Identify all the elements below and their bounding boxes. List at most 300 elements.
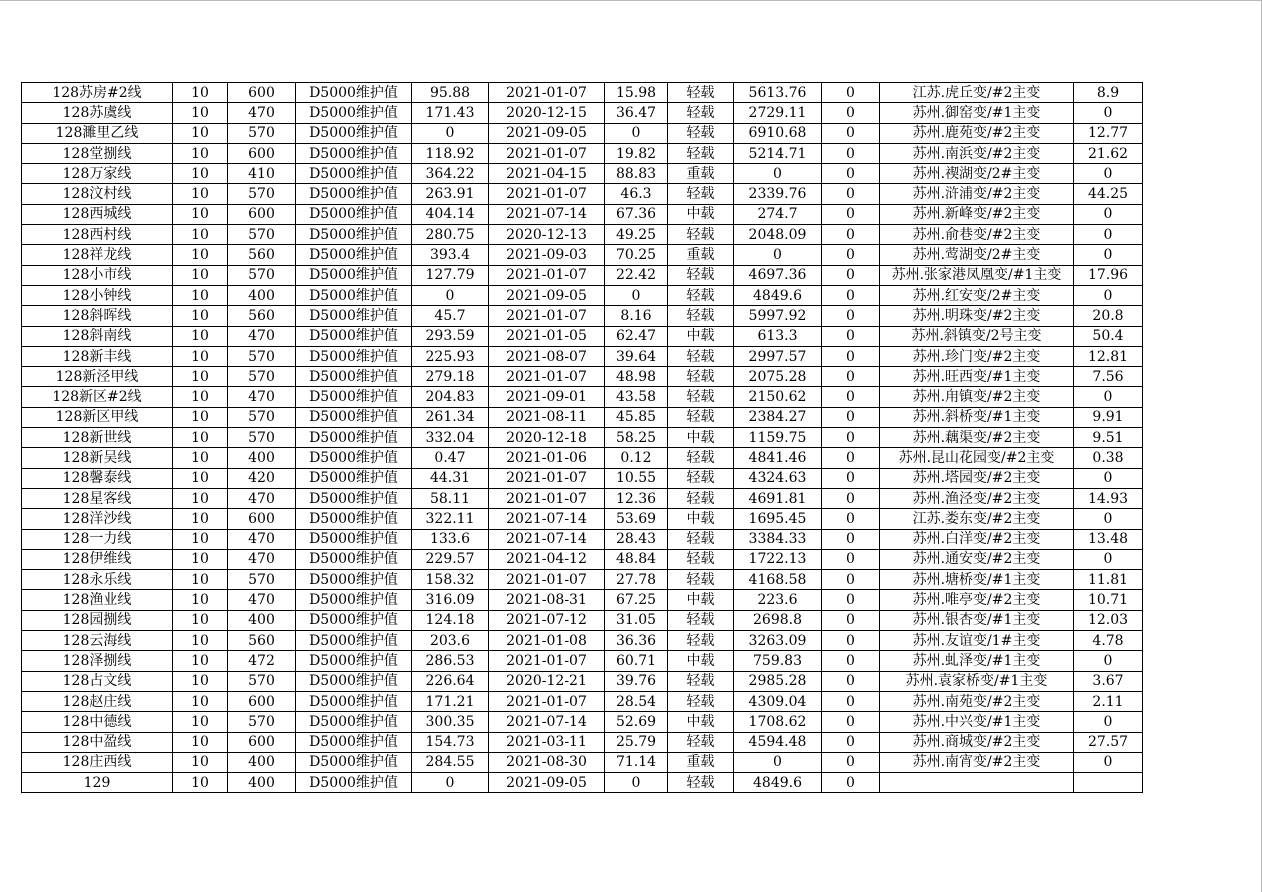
cell-load-status: 轻载 [668,773,734,793]
cell-load-rate: 45.85 [605,407,668,427]
cell-data-source: D5000维护值 [296,529,412,549]
cell-load-status: 轻载 [668,346,734,366]
cell-substation: 苏州.甪镇变/#2主变 [880,387,1074,407]
table-row [22,671,1143,691]
cell-date: 2021-01-08 [489,631,605,651]
cell-extra-value: 9.91 [1074,407,1143,427]
cell-substation: 苏州.中兴变/#1主变 [880,712,1074,732]
cell-line-name: 128洋沙线 [22,509,173,529]
cell-flag: 0 [822,83,880,103]
cell-load-rate: 15.98 [605,83,668,103]
cell-data-source: D5000维护值 [296,83,412,103]
cell-flag: 0 [822,488,880,508]
cell-data-source: D5000维护值 [296,123,412,143]
cell-data-source: D5000维护值 [296,509,412,529]
cell-voltage: 10 [173,367,228,387]
cell-spare-capacity: 4697.36 [734,265,822,285]
cell-extra-value: 10.71 [1074,590,1143,610]
cell-load-status: 轻载 [668,407,734,427]
cell-substation: 江苏.虎丘变/#2主变 [880,83,1074,103]
cell-rated-current: 570 [228,184,296,204]
cell-extra-value: 0 [1074,549,1143,569]
cell-substation: 苏州.通安变/#2主变 [880,549,1074,569]
cell-voltage: 10 [173,428,228,448]
cell-substation: 苏州.藕渠变/#2主变 [880,428,1074,448]
cell-extra-value: 20.8 [1074,306,1143,326]
cell-voltage: 10 [173,488,228,508]
cell-load-status: 轻载 [668,225,734,245]
cell-substation: 苏州.昆山花园变/#2主变 [880,448,1074,468]
cell-data-source: D5000维护值 [296,346,412,366]
cell-line-name: 128斜晖线 [22,306,173,326]
cell-load-status: 轻载 [668,732,734,752]
cell-current-value: 284.55 [412,752,489,772]
cell-data-source: D5000维护值 [296,285,412,305]
cell-data-source: D5000维护值 [296,732,412,752]
cell-spare-capacity: 5214.71 [734,143,822,163]
cell-flag: 0 [822,143,880,163]
cell-flag: 0 [822,549,880,569]
cell-spare-capacity: 0 [734,164,822,184]
cell-voltage: 10 [173,164,228,184]
cell-line-name: 128濉里乙线 [22,123,173,143]
cell-spare-capacity: 2729.11 [734,103,822,123]
cell-data-source: D5000维护值 [296,773,412,793]
cell-date: 2021-08-07 [489,346,605,366]
table-row [22,651,1143,671]
cell-substation: 苏州.南浜变/#2主变 [880,143,1074,163]
cell-spare-capacity: 5613.76 [734,83,822,103]
cell-rated-current: 470 [228,326,296,346]
table-row [22,164,1143,184]
cell-voltage: 10 [173,549,228,569]
cell-date: 2021-01-07 [489,651,605,671]
cell-load-rate: 0.12 [605,448,668,468]
cell-load-rate: 12.36 [605,488,668,508]
cell-flag: 0 [822,367,880,387]
cell-load-status: 轻载 [668,387,734,407]
cell-line-name: 128占文线 [22,671,173,691]
cell-substation: 苏州.禊湖变/2#主变 [880,164,1074,184]
cell-line-name: 128中盈线 [22,732,173,752]
cell-spare-capacity: 223.6 [734,590,822,610]
cell-rated-current: 400 [228,773,296,793]
cell-load-status: 轻载 [668,691,734,711]
cell-substation [880,773,1074,793]
table-row [22,143,1143,163]
cell-data-source: D5000维护值 [296,549,412,569]
cell-rated-current: 570 [228,712,296,732]
cell-data-source: D5000维护值 [296,225,412,245]
cell-spare-capacity: 2339.76 [734,184,822,204]
cell-line-name: 129 [22,773,173,793]
cell-line-name: 128西村线 [22,225,173,245]
table-row [22,448,1143,468]
cell-flag: 0 [822,103,880,123]
cell-data-source: D5000维护值 [296,184,412,204]
table-row [22,590,1143,610]
cell-flag: 0 [822,448,880,468]
cell-date: 2021-01-05 [489,326,605,346]
cell-spare-capacity: 1708.62 [734,712,822,732]
cell-load-rate: 46.3 [605,184,668,204]
cell-extra-value: 27.57 [1074,732,1143,752]
table-row [22,265,1143,285]
cell-voltage: 10 [173,529,228,549]
cell-extra-value: 12.03 [1074,610,1143,630]
cell-substation: 苏州.张家港凤凰变/#1主变 [880,265,1074,285]
cell-voltage: 10 [173,204,228,224]
cell-spare-capacity: 1722.13 [734,549,822,569]
cell-load-rate: 27.78 [605,570,668,590]
cell-load-status: 轻载 [668,610,734,630]
cell-line-name: 128伊维线 [22,549,173,569]
cell-current-value: 225.93 [412,346,489,366]
cell-load-rate: 48.84 [605,549,668,569]
table-row [22,529,1143,549]
cell-rated-current: 400 [228,285,296,305]
cell-date: 2021-01-07 [489,265,605,285]
cell-date: 2021-01-07 [489,184,605,204]
table-row [22,245,1143,265]
cell-voltage: 10 [173,468,228,488]
cell-rated-current: 600 [228,204,296,224]
table-row [22,570,1143,590]
cell-data-source: D5000维护值 [296,448,412,468]
cell-date: 2021-07-14 [489,712,605,732]
cell-extra-value: 50.4 [1074,326,1143,346]
cell-current-value: 133.6 [412,529,489,549]
cell-voltage: 10 [173,590,228,610]
cell-load-rate: 10.55 [605,468,668,488]
cell-load-status: 中载 [668,204,734,224]
cell-line-name: 128堂捌线 [22,143,173,163]
cell-spare-capacity: 6910.68 [734,123,822,143]
cell-line-name: 128新区甲线 [22,407,173,427]
cell-line-name: 128西城线 [22,204,173,224]
cell-load-status: 轻载 [668,143,734,163]
cell-current-value: 0.47 [412,448,489,468]
cell-rated-current: 470 [228,529,296,549]
cell-date: 2021-09-05 [489,285,605,305]
cell-load-rate: 52.69 [605,712,668,732]
cell-flag: 0 [822,245,880,265]
cell-data-source: D5000维护值 [296,326,412,346]
cell-voltage: 10 [173,610,228,630]
cell-date: 2021-09-03 [489,245,605,265]
cell-spare-capacity: 4168.58 [734,570,822,590]
cell-substation: 苏州.友谊变/1#主变 [880,631,1074,651]
cell-load-status: 轻载 [668,671,734,691]
cell-date: 2021-08-11 [489,407,605,427]
cell-flag: 0 [822,651,880,671]
cell-spare-capacity: 4691.81 [734,488,822,508]
cell-substation: 苏州.袁家桥变/#1主变 [880,671,1074,691]
cell-date: 2021-09-05 [489,773,605,793]
cell-voltage: 10 [173,306,228,326]
table-row [22,752,1143,772]
cell-line-name: 128小钟线 [22,285,173,305]
cell-spare-capacity: 3384.33 [734,529,822,549]
cell-rated-current: 570 [228,265,296,285]
cell-load-rate: 22.42 [605,265,668,285]
cell-current-value: 364.22 [412,164,489,184]
cell-line-name: 128新区#2线 [22,387,173,407]
table-body [22,83,1143,793]
cell-substation: 苏州.南苑变/#2主变 [880,691,1074,711]
cell-voltage: 10 [173,143,228,163]
cell-flag: 0 [822,732,880,752]
cell-extra-value: 11.81 [1074,570,1143,590]
table-row [22,103,1143,123]
cell-load-status: 轻载 [668,529,734,549]
cell-date: 2021-07-14 [489,204,605,224]
cell-current-value: 229.57 [412,549,489,569]
cell-date: 2021-08-30 [489,752,605,772]
cell-current-value: 0 [412,285,489,305]
cell-date: 2020-12-18 [489,428,605,448]
cell-flag: 0 [822,529,880,549]
cell-rated-current: 570 [228,407,296,427]
cell-extra-value: 12.81 [1074,346,1143,366]
cell-data-source: D5000维护值 [296,631,412,651]
cell-extra-value: 0 [1074,509,1143,529]
cell-substation: 苏州.珍门变/#2主变 [880,346,1074,366]
table-row [22,83,1143,103]
cell-data-source: D5000维护值 [296,245,412,265]
cell-data-source: D5000维护值 [296,570,412,590]
cell-line-name: 128祥龙线 [22,245,173,265]
cell-load-status: 重载 [668,164,734,184]
table-row [22,326,1143,346]
cell-load-status: 重载 [668,752,734,772]
cell-data-source: D5000维护值 [296,164,412,184]
cell-spare-capacity: 613.3 [734,326,822,346]
cell-current-value: 404.14 [412,204,489,224]
cell-flag: 0 [822,468,880,488]
cell-spare-capacity: 5997.92 [734,306,822,326]
cell-extra-value: 14.93 [1074,488,1143,508]
cell-substation: 苏州.旺西变/#1主变 [880,367,1074,387]
cell-date: 2021-04-15 [489,164,605,184]
cell-date: 2021-07-12 [489,610,605,630]
cell-line-name: 128新吴线 [22,448,173,468]
cell-substation: 苏州.斜桥变/#1主变 [880,407,1074,427]
cell-rated-current: 600 [228,691,296,711]
cell-flag: 0 [822,326,880,346]
cell-substation: 苏州.渔泾变/#2主变 [880,488,1074,508]
cell-current-value: 158.32 [412,570,489,590]
cell-spare-capacity: 2075.28 [734,367,822,387]
cell-flag: 0 [822,164,880,184]
cell-substation: 苏州.塔园变/#2主变 [880,468,1074,488]
cell-voltage: 10 [173,631,228,651]
cell-extra-value: 0 [1074,245,1143,265]
cell-date: 2021-04-12 [489,549,605,569]
cell-rated-current: 560 [228,631,296,651]
cell-voltage: 10 [173,245,228,265]
cell-extra-value: 0 [1074,712,1143,732]
table-row [22,123,1143,143]
cell-extra-value: 8.9 [1074,83,1143,103]
cell-current-value: 203.6 [412,631,489,651]
cell-rated-current: 570 [228,346,296,366]
cell-extra-value: 0 [1074,651,1143,671]
cell-rated-current: 470 [228,488,296,508]
cell-load-rate: 36.47 [605,103,668,123]
cell-line-name: 128汶村线 [22,184,173,204]
cell-substation: 苏州.塘桥变/#1主变 [880,570,1074,590]
cell-date: 2021-01-07 [489,143,605,163]
cell-extra-value: 17.96 [1074,265,1143,285]
cell-voltage: 10 [173,732,228,752]
cell-date: 2021-09-01 [489,387,605,407]
cell-current-value: 293.59 [412,326,489,346]
cell-flag: 0 [822,428,880,448]
table-row [22,184,1143,204]
table-row [22,488,1143,508]
cell-flag: 0 [822,752,880,772]
cell-data-source: D5000维护值 [296,590,412,610]
cell-flag: 0 [822,610,880,630]
table-row [22,610,1143,630]
cell-load-status: 轻载 [668,631,734,651]
cell-flag: 0 [822,346,880,366]
cell-data-source: D5000维护值 [296,651,412,671]
cell-extra-value [1074,773,1143,793]
cell-voltage: 10 [173,83,228,103]
cell-extra-value: 3.67 [1074,671,1143,691]
cell-line-name: 128苏虞线 [22,103,173,123]
cell-load-rate: 48.98 [605,367,668,387]
cell-load-rate: 71.14 [605,752,668,772]
table-row [22,285,1143,305]
cell-date: 2021-07-14 [489,529,605,549]
cell-line-name: 128一力线 [22,529,173,549]
cell-voltage: 10 [173,773,228,793]
cell-load-rate: 19.82 [605,143,668,163]
table-row [22,225,1143,245]
cell-load-status: 轻载 [668,123,734,143]
cell-rated-current: 470 [228,549,296,569]
cell-load-status: 中载 [668,712,734,732]
cell-current-value: 45.7 [412,306,489,326]
cell-rated-current: 410 [228,164,296,184]
cell-line-name: 128庄西线 [22,752,173,772]
cell-substation: 苏州.红安变/2#主变 [880,285,1074,305]
cell-voltage: 10 [173,752,228,772]
cell-spare-capacity: 4324.63 [734,468,822,488]
cell-substation: 苏州.鹿苑变/#2主变 [880,123,1074,143]
cell-extra-value: 0.38 [1074,448,1143,468]
cell-extra-value: 0 [1074,204,1143,224]
cell-voltage: 10 [173,123,228,143]
cell-flag: 0 [822,265,880,285]
table-row [22,407,1143,427]
cell-data-source: D5000维护值 [296,428,412,448]
cell-load-rate: 49.25 [605,225,668,245]
cell-load-rate: 28.43 [605,529,668,549]
cell-extra-value: 12.77 [1074,123,1143,143]
table-row [22,468,1143,488]
cell-load-rate: 60.71 [605,651,668,671]
cell-data-source: D5000维护值 [296,367,412,387]
cell-flag: 0 [822,509,880,529]
cell-substation: 苏州.白洋变/#2主变 [880,529,1074,549]
cell-load-rate: 8.16 [605,306,668,326]
cell-flag: 0 [822,631,880,651]
cell-current-value: 226.64 [412,671,489,691]
cell-voltage: 10 [173,225,228,245]
cell-line-name: 128新丰线 [22,346,173,366]
cell-load-status: 轻载 [668,468,734,488]
cell-line-name: 128新世线 [22,428,173,448]
cell-voltage: 10 [173,326,228,346]
cell-load-rate: 88.83 [605,164,668,184]
cell-load-status: 轻载 [668,367,734,387]
table-row [22,712,1143,732]
cell-data-source: D5000维护值 [296,143,412,163]
cell-load-status: 轻载 [668,265,734,285]
cell-line-name: 128永乐线 [22,570,173,590]
cell-load-rate: 67.25 [605,590,668,610]
cell-current-value: 0 [412,123,489,143]
cell-date: 2021-01-07 [489,367,605,387]
cell-load-status: 中载 [668,509,734,529]
cell-load-rate: 39.76 [605,671,668,691]
cell-data-source: D5000维护值 [296,468,412,488]
cell-data-source: D5000维护值 [296,752,412,772]
cell-date: 2021-03-11 [489,732,605,752]
cell-load-rate: 43.58 [605,387,668,407]
cell-line-name: 128园捌线 [22,610,173,630]
cell-rated-current: 600 [228,732,296,752]
cell-current-value: 332.04 [412,428,489,448]
cell-extra-value: 0 [1074,387,1143,407]
cell-extra-value: 0 [1074,468,1143,488]
cell-spare-capacity: 1159.75 [734,428,822,448]
cell-data-source: D5000维护值 [296,387,412,407]
cell-flag: 0 [822,123,880,143]
cell-current-value: 95.88 [412,83,489,103]
cell-load-rate: 0 [605,285,668,305]
cell-load-rate: 31.05 [605,610,668,630]
cell-current-value: 286.53 [412,651,489,671]
cell-data-source: D5000维护值 [296,407,412,427]
cell-spare-capacity: 4841.46 [734,448,822,468]
table-row [22,387,1143,407]
cell-load-status: 中载 [668,326,734,346]
cell-substation: 苏州.明珠变/#2主变 [880,306,1074,326]
cell-rated-current: 472 [228,651,296,671]
cell-rated-current: 600 [228,143,296,163]
cell-rated-current: 420 [228,468,296,488]
cell-load-rate: 36.36 [605,631,668,651]
cell-load-rate: 70.25 [605,245,668,265]
cell-substation: 苏州.新峰变/#2主变 [880,204,1074,224]
cell-flag: 0 [822,773,880,793]
cell-load-status: 轻载 [668,83,734,103]
table-row [22,204,1143,224]
cell-load-status: 中载 [668,428,734,448]
cell-rated-current: 570 [228,225,296,245]
cell-line-name: 128斜南线 [22,326,173,346]
cell-date: 2021-09-05 [489,123,605,143]
cell-load-rate: 28.54 [605,691,668,711]
cell-rated-current: 570 [228,428,296,448]
cell-current-value: 58.11 [412,488,489,508]
cell-load-status: 轻载 [668,103,734,123]
